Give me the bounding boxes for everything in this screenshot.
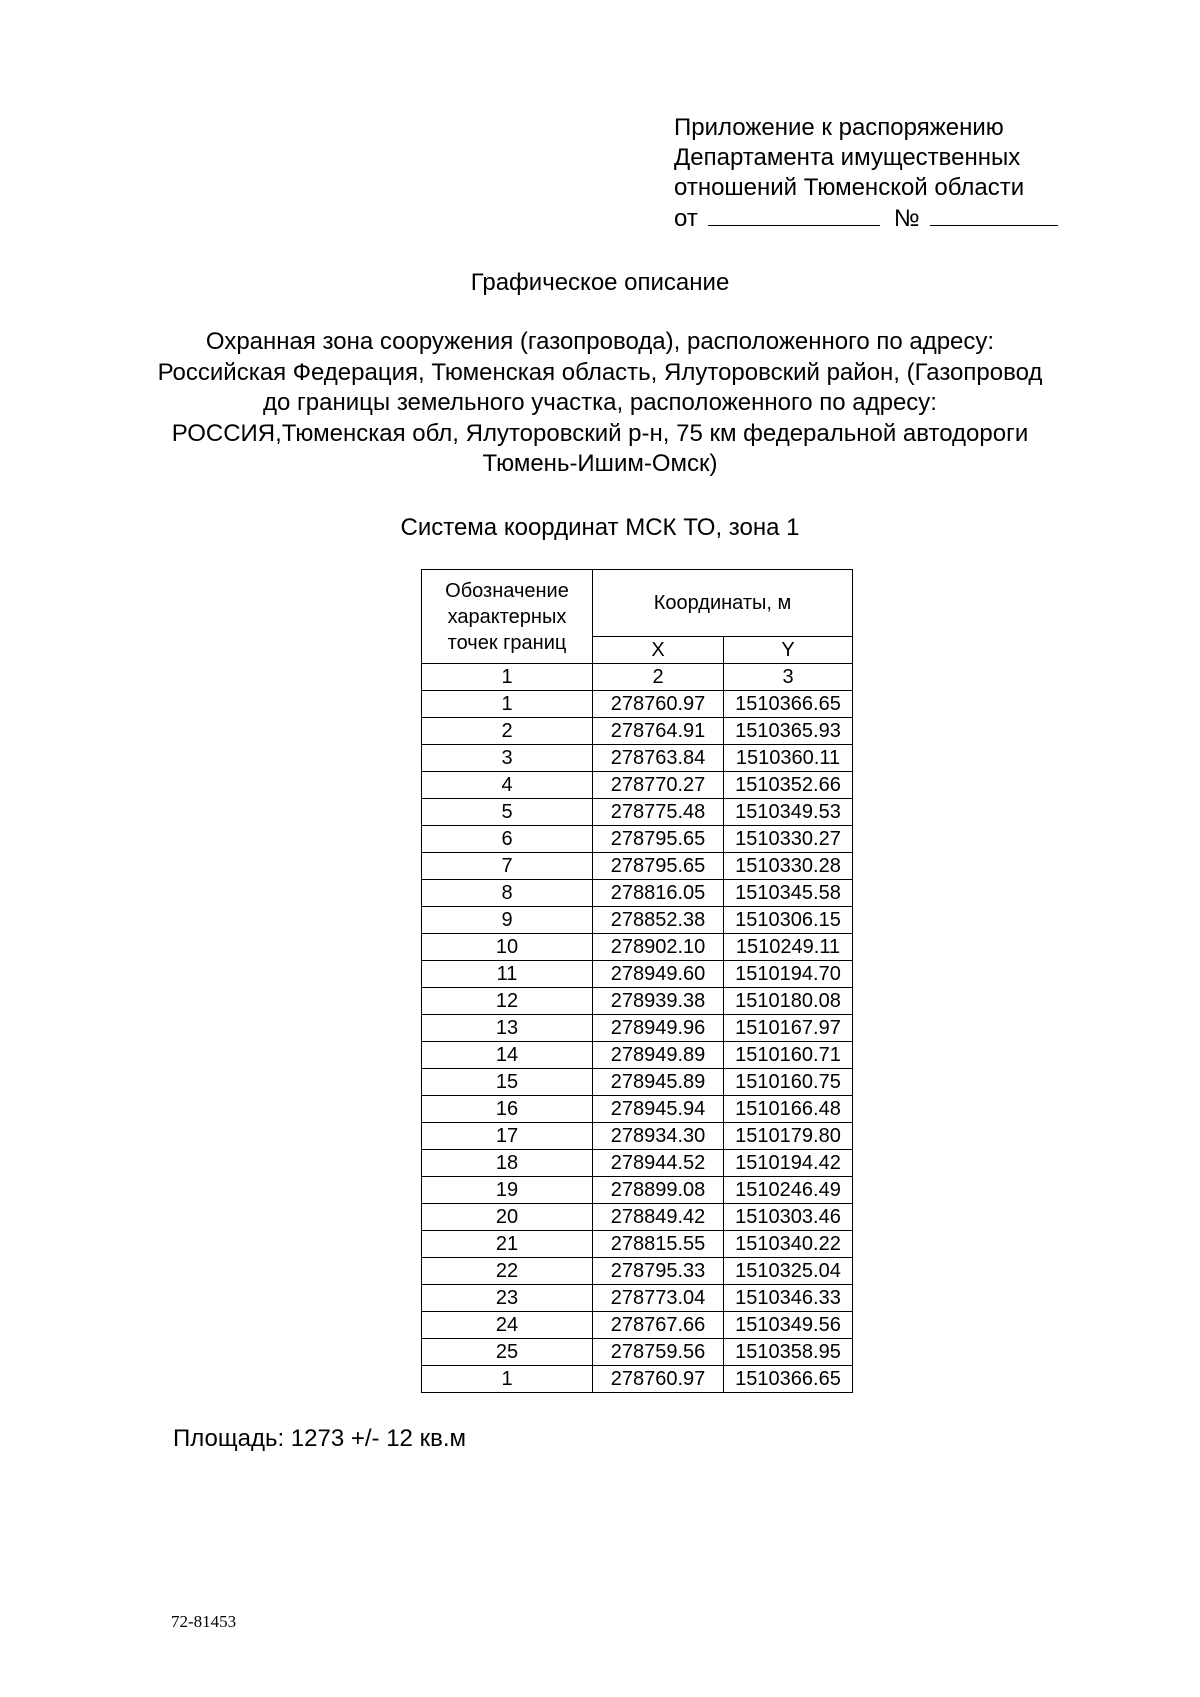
cell-x: 278815.55 [593,1231,724,1258]
table-row [422,1069,853,1096]
description-line: Охранная зона сооружения (газопровода), расположенного по адресу: [205,328,995,355]
table-row [422,1366,853,1393]
document-title: Графическое описание [470,269,730,296]
cell-point: 25 [422,1339,593,1366]
header-name-line: Обозначение [445,579,569,602]
cell-y: 1510358.95 [724,1339,853,1366]
cell-point: 4 [422,772,593,799]
cell-x: 278949.89 [593,1042,724,1069]
cell-x: 278763.84 [593,745,724,772]
cell-x: 278945.94 [593,1096,724,1123]
cell-x: 278944.52 [593,1150,724,1177]
appendix-date-number-line [674,203,1058,234]
header-x: X [593,637,724,664]
cell-y: 1510330.27 [724,826,853,853]
cell-x: 278764.91 [593,718,724,745]
cell-y: 1510249.11 [724,934,853,961]
number-blank [930,203,1058,226]
cell-point: 16 [422,1096,593,1123]
cell-point: 6 [422,826,593,853]
cell-x: 278899.08 [593,1177,724,1204]
cell-y: 1510167.97 [724,1015,853,1042]
coordinates-table-body [422,691,853,1393]
cell-y: 1510352.66 [724,772,853,799]
table-row [422,718,853,745]
coordinates-table [421,569,853,1393]
cell-y: 1510330.28 [724,853,853,880]
document-code: 72-81453 [171,1612,237,1631]
cell-point: 18 [422,1150,593,1177]
cell-y: 1510180.08 [724,988,853,1015]
cell-y: 1510349.53 [724,799,853,826]
coordinate-system: Система координат МСК ТО, зона 1 [400,514,800,541]
cell-point: 3 [422,745,593,772]
cell-y: 1510194.70 [724,961,853,988]
cell-x: 278849.42 [593,1204,724,1231]
description-line: Тюмень-Ишим-Омск) [482,450,718,477]
appendix-line-3: отношений Тюменской области [674,174,1025,201]
header-y: Y [724,637,853,664]
table-row [422,1096,853,1123]
table-row [422,1123,853,1150]
table-row [422,934,853,961]
column-number: 2 [593,664,724,691]
cell-y: 1510166.48 [724,1096,853,1123]
cell-x: 278949.96 [593,1015,724,1042]
table-row [422,772,853,799]
cell-point: 7 [422,853,593,880]
cell-x: 278795.65 [593,826,724,853]
cell-point: 22 [422,1258,593,1285]
table-row [422,799,853,826]
cell-point: 24 [422,1312,593,1339]
cell-x: 278795.65 [593,853,724,880]
appendix-line-1: Приложение к распоряжению [674,114,1004,141]
cell-x: 278949.60 [593,961,724,988]
cell-x: 278767.66 [593,1312,724,1339]
column-number-row [422,664,853,691]
cell-point: 11 [422,961,593,988]
cell-y: 1510160.75 [724,1069,853,1096]
table-row [422,961,853,988]
table-row [422,1177,853,1204]
cell-point: 2 [422,718,593,745]
column-number: 3 [724,664,853,691]
cell-x: 278852.38 [593,907,724,934]
object-description [0,327,1200,480]
description-line: РОССИЯ,Тюменская обл, Ялуторовский р-н, 75 км федеральной автодороги [171,419,1029,447]
cell-y: 1510345.58 [724,880,853,907]
header-coordinates: Координаты, м [593,570,853,637]
table-row [422,1204,853,1231]
cell-point: 1 [422,691,593,718]
cell-point: 20 [422,1204,593,1231]
table-row [422,1042,853,1069]
table-row [422,1339,853,1366]
table-row [422,853,853,880]
cell-y: 1510360.11 [724,745,853,772]
cell-y: 1510194.42 [724,1150,853,1177]
cell-y: 1510179.80 [724,1123,853,1150]
cell-y: 1510160.71 [724,1042,853,1069]
cell-y: 1510349.56 [724,1312,853,1339]
cell-y: 1510346.33 [724,1285,853,1312]
cell-point: 21 [422,1231,593,1258]
cell-point: 5 [422,799,593,826]
cell-x: 278770.27 [593,772,724,799]
cell-x: 278760.97 [593,691,724,718]
appendix-line-2: Департамента имущественных [674,144,1021,171]
cell-x: 278939.38 [593,988,724,1015]
cell-x: 278934.30 [593,1123,724,1150]
cell-point: 19 [422,1177,593,1204]
cell-x: 278759.56 [593,1339,724,1366]
table-row [422,1285,853,1312]
cell-y: 1510325.04 [724,1258,853,1285]
cell-point: 13 [422,1015,593,1042]
header-name-line: точек границ [447,631,567,654]
cell-point: 12 [422,988,593,1015]
table-row [422,880,853,907]
table-header-row [422,570,853,637]
table-row [422,826,853,853]
column-number: 1 [422,664,593,691]
cell-x: 278902.10 [593,934,724,961]
cell-x: 278773.04 [593,1285,724,1312]
cell-y: 1510366.65 [724,691,853,718]
cell-y: 1510340.22 [724,1231,853,1258]
description-line: до границы земельного участка, расположенного по адресу: [263,389,937,416]
cell-point: 15 [422,1069,593,1096]
table-row [422,1015,853,1042]
cell-point: 10 [422,934,593,961]
cell-x: 278816.05 [593,880,724,907]
date-prefix: от [674,205,698,232]
table-row [422,745,853,772]
number-prefix: № [893,205,920,232]
cell-y: 1510366.65 [724,1366,853,1393]
table-row [422,988,853,1015]
header-point-designation [422,570,593,664]
cell-y: 1510246.49 [724,1177,853,1204]
cell-x: 278795.33 [593,1258,724,1285]
cell-point: 9 [422,907,593,934]
description-line: Российская Федерация, Тюменская область, Ялуторовский район, (Газопровод [157,358,1043,386]
table-row [422,1312,853,1339]
cell-point: 23 [422,1285,593,1312]
cell-x: 278945.89 [593,1069,724,1096]
area-value: Площадь: 1273 +/- 12 кв.м [173,1425,466,1452]
header-name-line: характерных [447,605,567,628]
cell-y: 1510303.46 [724,1204,853,1231]
table-row [422,1231,853,1258]
cell-point: 8 [422,880,593,907]
table-row [422,907,853,934]
table-row [422,691,853,718]
cell-y: 1510306.15 [724,907,853,934]
cell-y: 1510365.93 [724,718,853,745]
cell-point: 14 [422,1042,593,1069]
cell-point: 1 [422,1366,593,1393]
date-blank [708,203,880,226]
table-row [422,1150,853,1177]
appendix-block [674,113,1058,234]
table-row [422,1258,853,1285]
cell-x: 278760.97 [593,1366,724,1393]
cell-x: 278775.48 [593,799,724,826]
cell-point: 17 [422,1123,593,1150]
